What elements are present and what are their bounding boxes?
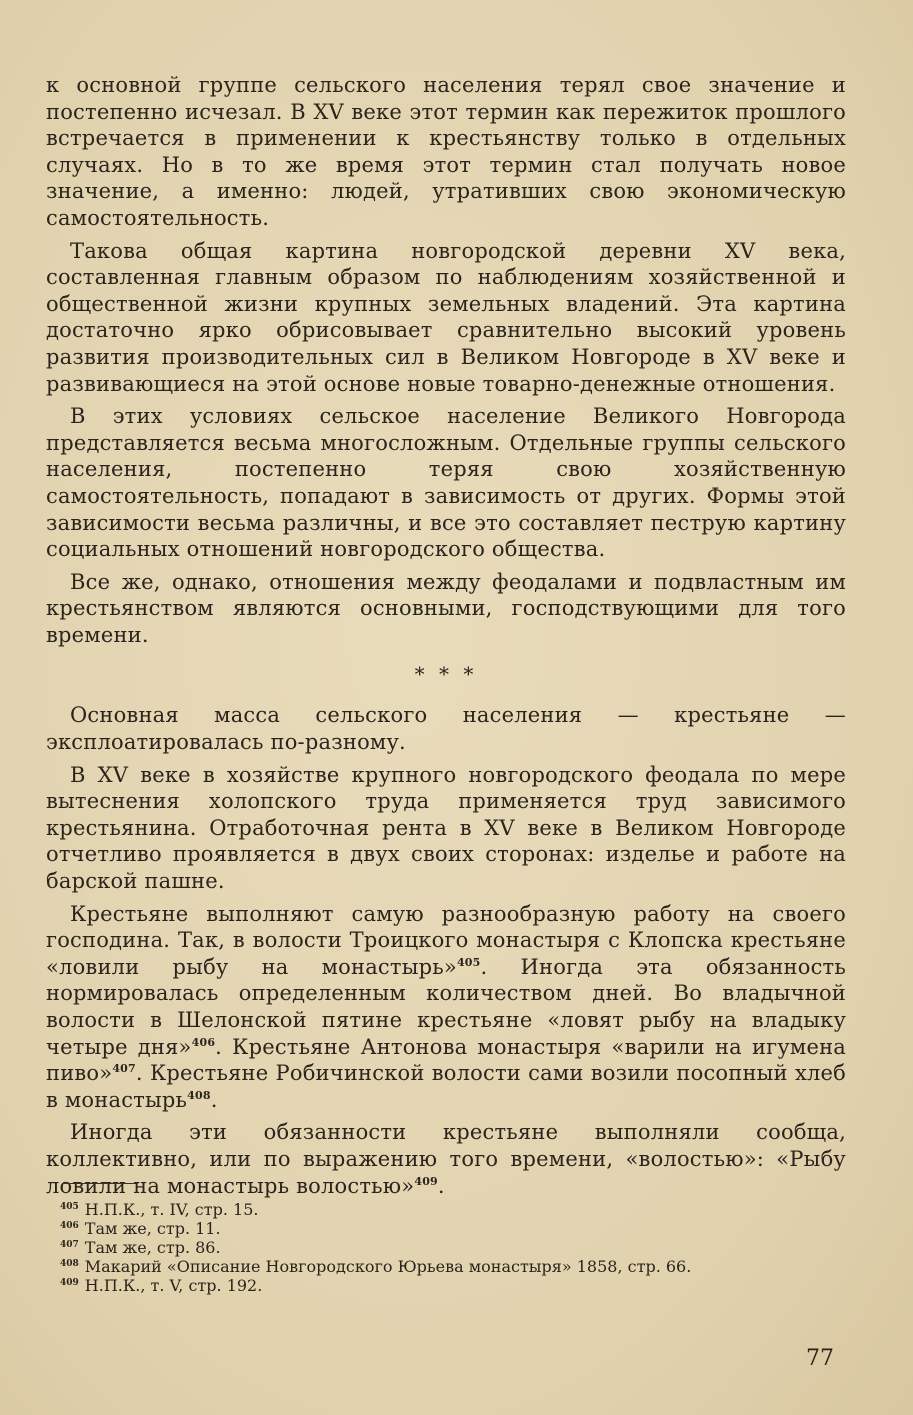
paragraph-5: Основная масса сельского населения — крестьяне — эксплоатировалась по-разному. [46,703,846,755]
paragraph-3: В этих условиях сельское население Великого Новгорода представляется весьма многосложным. Отдельные группы сельского населения, постепенно теряя свою хозяйственную самостоятельность, попадают в зависимость от других. Формы этой зависимости весьма различны, и все это составляет пеструю картину социальных отношений новгородского общества. [46,404,846,562]
text-span: . [437,1173,445,1198]
text-span: . Крестьяне Антонова монастыря «варили на игумена пиво» [46,1034,846,1086]
footnote [60,1200,850,1219]
footnote-ref-408: 408 [187,1088,211,1102]
footnote [60,1219,850,1238]
footnote-text: Там же, стр. 11. [84,1219,221,1238]
footnote-number: 406 [60,1221,79,1231]
footnote-divider [62,1183,138,1184]
text-span: Крестьяне выполняют самую разнообразную работу на своего господина. Так, в волости Троицкого монастыря с Клопска крестьяне «ловили рыбу на монастырь» [46,901,846,979]
footnote-ref-405: 405 [456,955,481,969]
paragraph-7 [46,901,846,1114]
paragraph-8 [46,1119,846,1199]
text-span: . Крестьяне Робичинской волости сами возили посопный хлеб в монастырь [46,1061,846,1112]
footnote-number: 408 [60,1259,79,1269]
footnote-text: Макарий «Описание Новгородского Юрьева монастыря» 1858, стр. 66. [84,1257,692,1276]
section-separator: * * * [414,662,478,687]
text-span: Иногда эти обязанности крестьяне выполняли сообща, коллективно, или по выражению того времени, «волостью»: «Рыбу ловили на монастырь волостью» [46,1120,846,1198]
footnote [60,1276,850,1295]
footnote-number: 405 [60,1202,79,1212]
text-span: . Иногда эта обязанность нормировалась определенным количеством дней. Во владычной волости в Шелонской пятине крестьяне «ловят рыбу на владыку четыре дня» [46,954,846,1059]
footnote [60,1238,850,1257]
footnote-text: Там же, стр. 86. [84,1238,221,1257]
footnote-ref-407: 407 [112,1062,136,1076]
page-number: 77 [806,1346,834,1371]
footnote-number: 409 [60,1278,79,1288]
footnote-ref-406: 406 [191,1035,216,1049]
paragraph-2: Такова общая картина новгородской деревни XV века, составленная главным образом по наблюдениям хозяйственной и общественной жизни крупных земельных владений. Эта картина достаточно ярко обрисовывает сравнительно высокий уровень развития производительных сил в Великом Новгороде в XV веке и развивающиеся на этой основе новые товарно-денежные отношения. [46,238,846,396]
main-text [46,72,846,1199]
footnotes [60,1200,850,1295]
paragraph-1: к основной группе сельского населения терял свое значение и постепенно исчезал. В XV веке этот термин как пережиток прошлого встречается в применении к крестьянству только в отдельных случаях. Но в то же время этот термин стал получать новое значение, а именно: людей, утративших свою экономическую самостоятельность. [46,73,846,230]
footnote [60,1257,850,1276]
footnote-text: Н.П.К., т. IV, стр. 15. [84,1200,259,1219]
paragraph-4: Все же, однако, отношения между феодалами и подвластным им крестьянством являются основными, господствующими для того времени. [46,569,846,647]
footnote-text: Н.П.К., т. V, стр. 192. [84,1276,263,1295]
text-span: . [210,1087,218,1112]
footnote-ref-409: 409 [414,1174,438,1188]
footnote-number: 407 [60,1240,79,1250]
paragraph-6: В XV веке в хозяйстве крупного новгородского феодала по мере вытеснения холопского труда применяется труд зависимого крестьянина. Отработочная рента в XV веке в Великом Новгороде отчетливо проявляется в двух своих сторонах: изделье и работе на барской пашне. [46,762,846,894]
